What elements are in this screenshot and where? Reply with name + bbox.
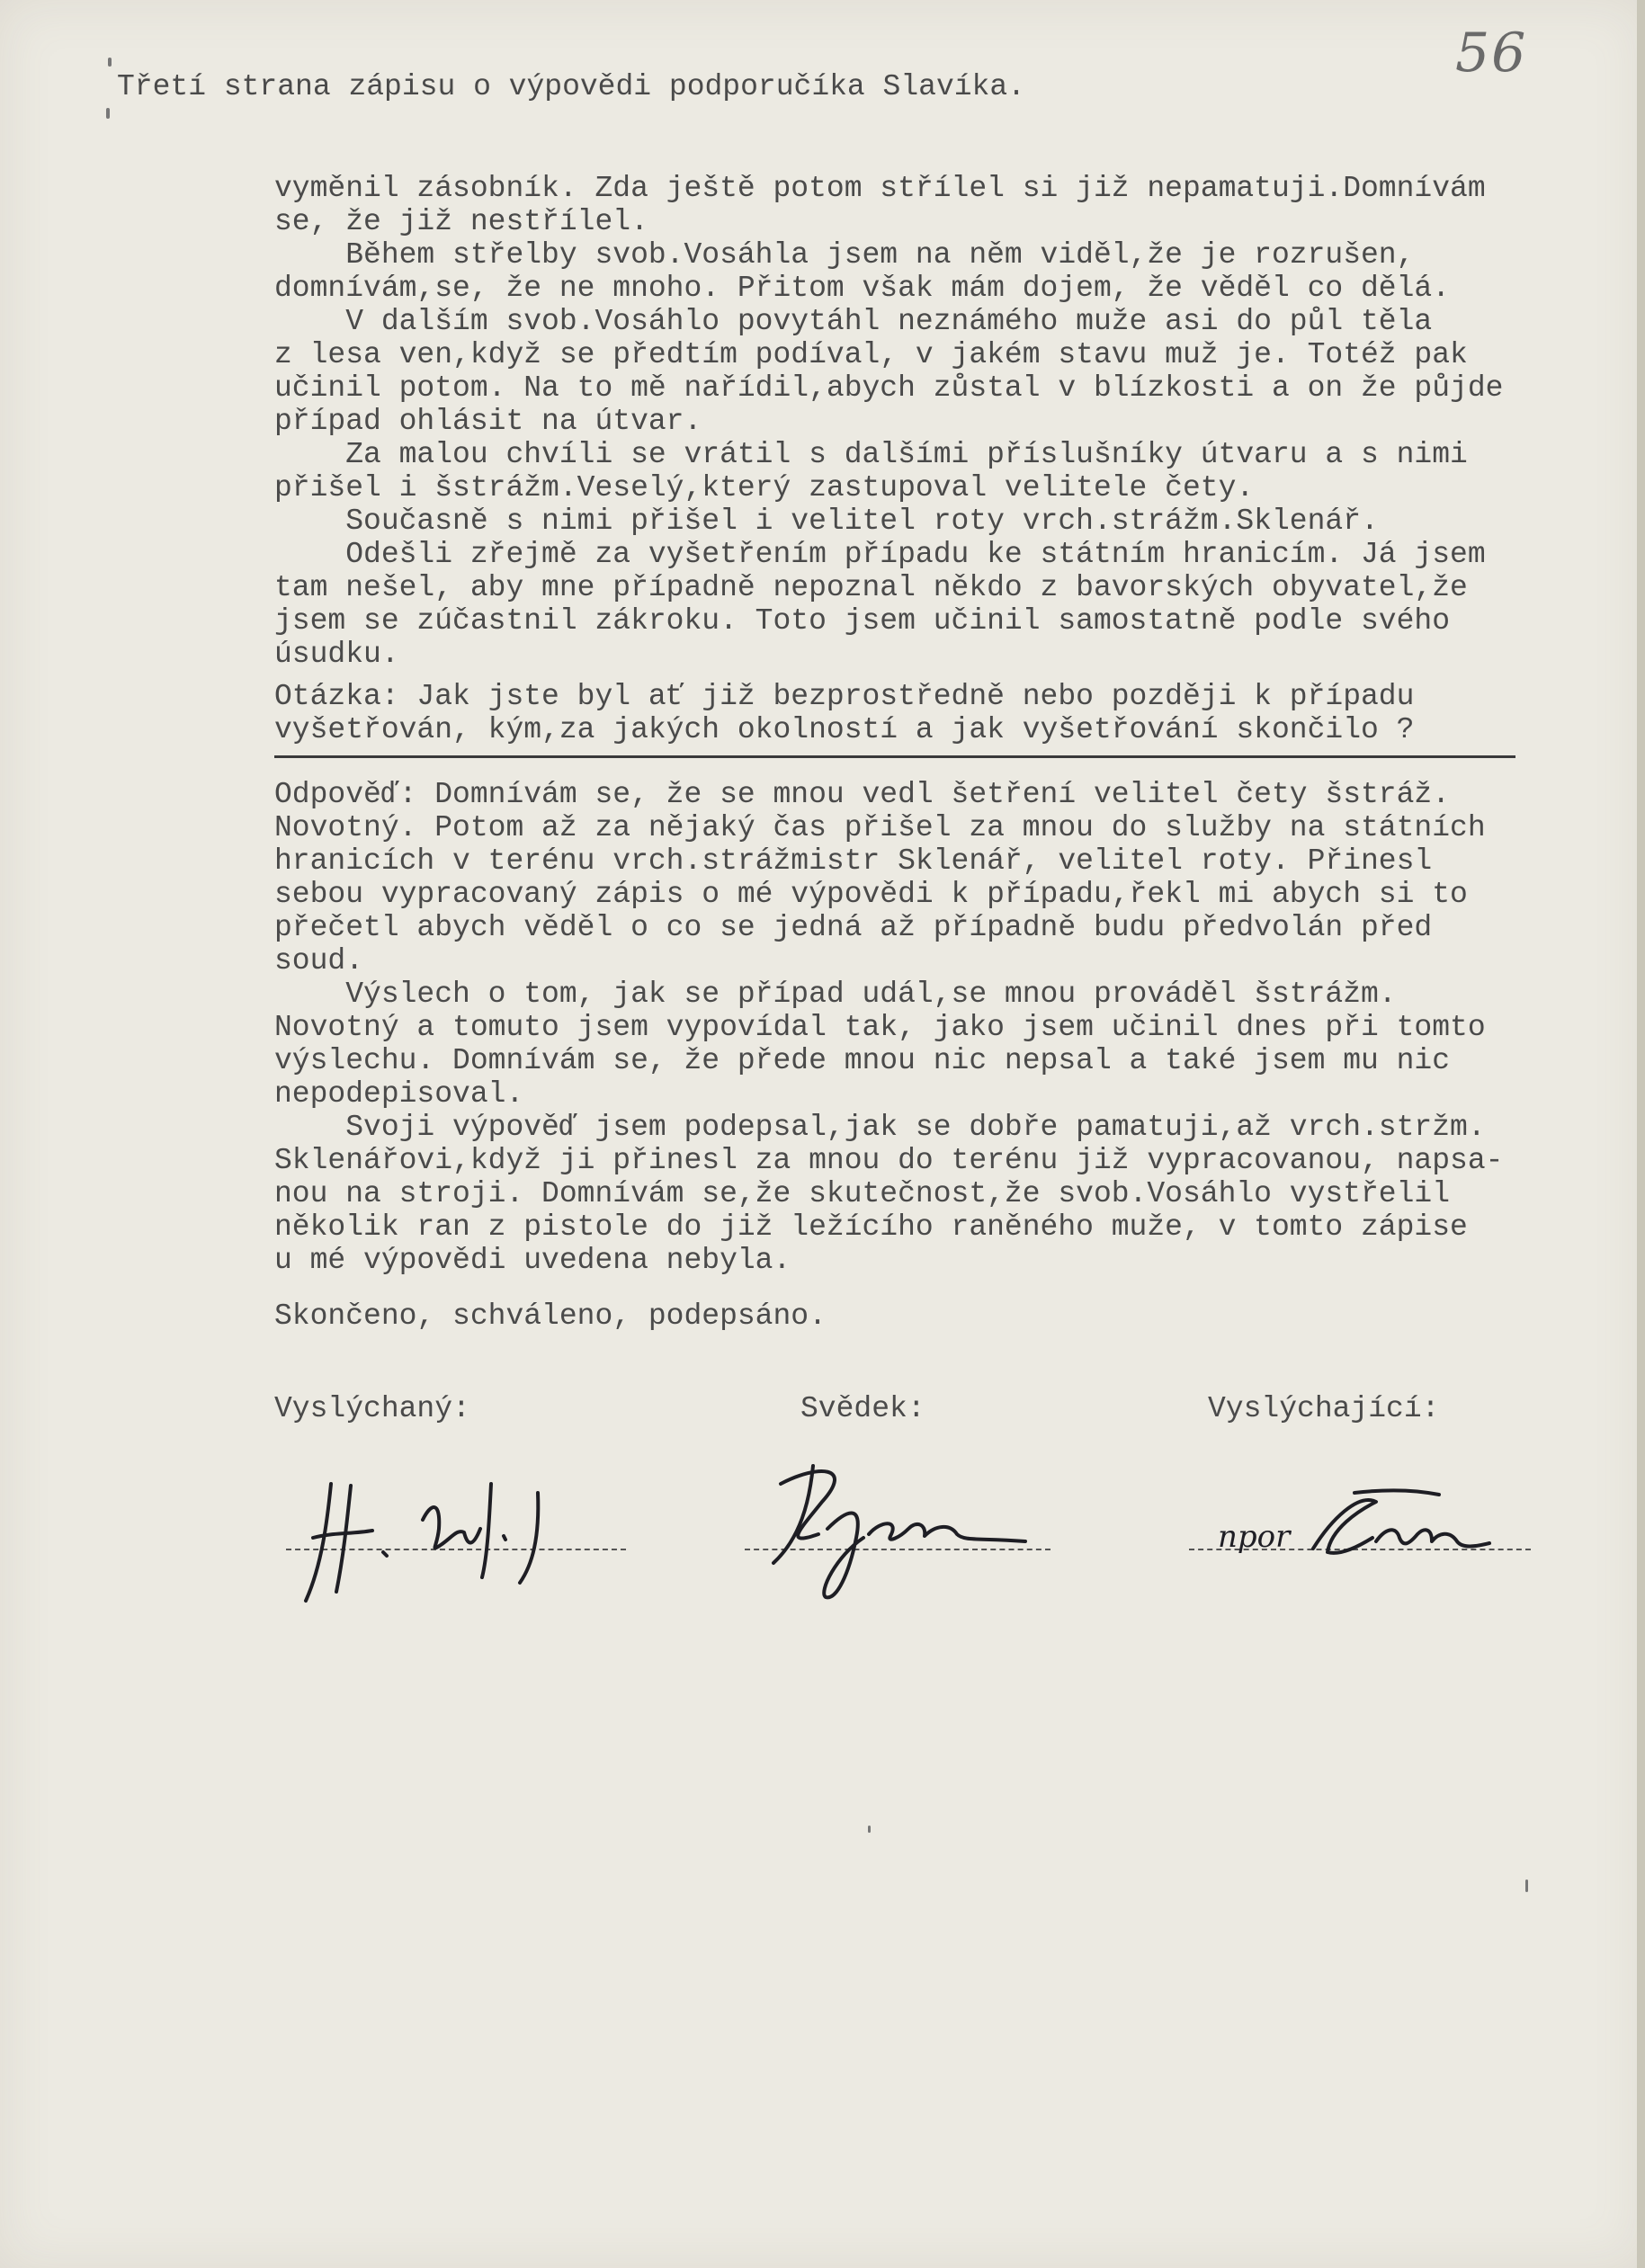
text-line: se, že již nestřílel. bbox=[274, 205, 648, 238]
page-number: 56 bbox=[1455, 22, 1528, 85]
text-line: domnívám,se, že ne mnoho. Přitom však mám dojem, že věděl co dělá. bbox=[274, 272, 1451, 305]
text-line: Za malou chvíli se vrátil s dalšími příslušníky útvaru a s nimi bbox=[274, 438, 1468, 471]
text-line: vyměnil zásobník. Zda ještě potom střílel si již nepamatuji.Domnívám bbox=[274, 172, 1486, 205]
signature-witness bbox=[755, 1448, 1061, 1614]
text-line: V dalším svob.Vosáhlo povytáhl neznámého muže asi do půl těla bbox=[274, 305, 1433, 338]
text-line: případ ohlásit na útvar. bbox=[274, 405, 702, 438]
answer-line: Svoji výpověď jsem podepsal,jak se dobře pamatuji,až vrch.stržm. bbox=[274, 1111, 1486, 1144]
answer-line: Novotný a tomuto jsem vypovídal tak, jako jsem učinil dnes při tomto bbox=[274, 1011, 1486, 1044]
signature-label-witness: Svědek: bbox=[800, 1392, 925, 1425]
page-header: Třetí strana zápisu o výpovědi podporučíka Slavíka. bbox=[117, 70, 1025, 103]
answer-line: Sklenářovi,když ji přinesl za mnou do terénu již vypracovanou, napsa- bbox=[274, 1144, 1504, 1177]
question-line: vyšetřován, kým,za jakých okolností a jak vyšetřování skončilo ? bbox=[274, 713, 1415, 746]
answer-line: u mé výpovědi uvedena nebyla. bbox=[274, 1244, 791, 1277]
answer-line: několik ran z pistole do již ležícího raněného muže, v tomto zápise bbox=[274, 1210, 1468, 1244]
answer-line: Novotný. Potom až za nějaký čas přišel za mnou do služby na státních bbox=[274, 811, 1486, 844]
paper-mark bbox=[868, 1826, 871, 1833]
signature-label-interrogated: Vyslýchaný: bbox=[274, 1392, 470, 1425]
paper-mark bbox=[108, 58, 112, 67]
answer-line: Výslech o tom, jak se případ udál,se mnou prováděl šstrážm. bbox=[274, 978, 1397, 1011]
paper-mark bbox=[1525, 1880, 1528, 1892]
answer-line: Odpověď: Domnívám se, že se mnou vedl šetření velitel čety šstráž. bbox=[274, 778, 1451, 811]
question-divider bbox=[274, 755, 1515, 758]
text-line: tam nešel, aby mne případně nepoznal někdo z bavorských obyvatel,že bbox=[274, 571, 1468, 604]
answer-line: výslechu. Domnívám se, že přede mnou nic nepsal a také jsem mu nic bbox=[274, 1044, 1451, 1077]
answer-line: přečetl abych věděl o co se jedná až případně budu předvolán před bbox=[274, 911, 1433, 944]
answer-line: nepodepisoval. bbox=[274, 1077, 524, 1111]
text-line: přišel i šstrážm.Veselý,který zastupoval velitele čety. bbox=[274, 471, 1255, 504]
answer-line: nou na stroji. Domnívám se,že skutečnost,že svob.Vosáhlo vystřelil bbox=[274, 1177, 1451, 1210]
text-line: úsudku. bbox=[274, 638, 399, 671]
text-line: Odešli zřejmě za vyšetřením případu ke státním hranicím. Já jsem bbox=[274, 538, 1486, 571]
answer-line: soud. bbox=[274, 944, 364, 978]
answer-line: hranicích v terénu vrch.strážmistr Sklenář, velitel roty. Přinesl bbox=[274, 844, 1433, 878]
text-line: z lesa ven,když se předtím podíval, v jakém stavu muž je. Totéž pak bbox=[274, 338, 1468, 371]
signature-label-interrogator: Vyslýchající: bbox=[1208, 1392, 1440, 1425]
answer-line: sebou vypracovaný zápis o mé výpovědi k případu,řekl mi abych si to bbox=[274, 878, 1468, 911]
page-edge bbox=[1637, 0, 1645, 2268]
paper-mark bbox=[106, 108, 110, 119]
text-line: učinil potom. Na to mě nařídil,abych zůstal v blízkosti a on že půjde bbox=[274, 371, 1504, 405]
closing-statement: Skončeno, schváleno, podepsáno. bbox=[274, 1299, 827, 1333]
question-line: Otázka: Jak jste byl ať již bezprostředně nebo později k případu bbox=[274, 680, 1415, 713]
text-line: Současně s nimi přišel i velitel roty vrch.strážm.Sklenář. bbox=[274, 504, 1379, 538]
text-line: jsem se zúčastnil zákroku. Toto jsem učinil samostatně podle svého bbox=[274, 604, 1451, 638]
signature-prefix: npor bbox=[1218, 1519, 1291, 1555]
signature-interrogator bbox=[1196, 1466, 1520, 1578]
text-line: Během střelby svob.Vosáhla jsem na něm viděl,že je rozrušen, bbox=[274, 238, 1415, 272]
signature-interrogated bbox=[297, 1466, 603, 1614]
